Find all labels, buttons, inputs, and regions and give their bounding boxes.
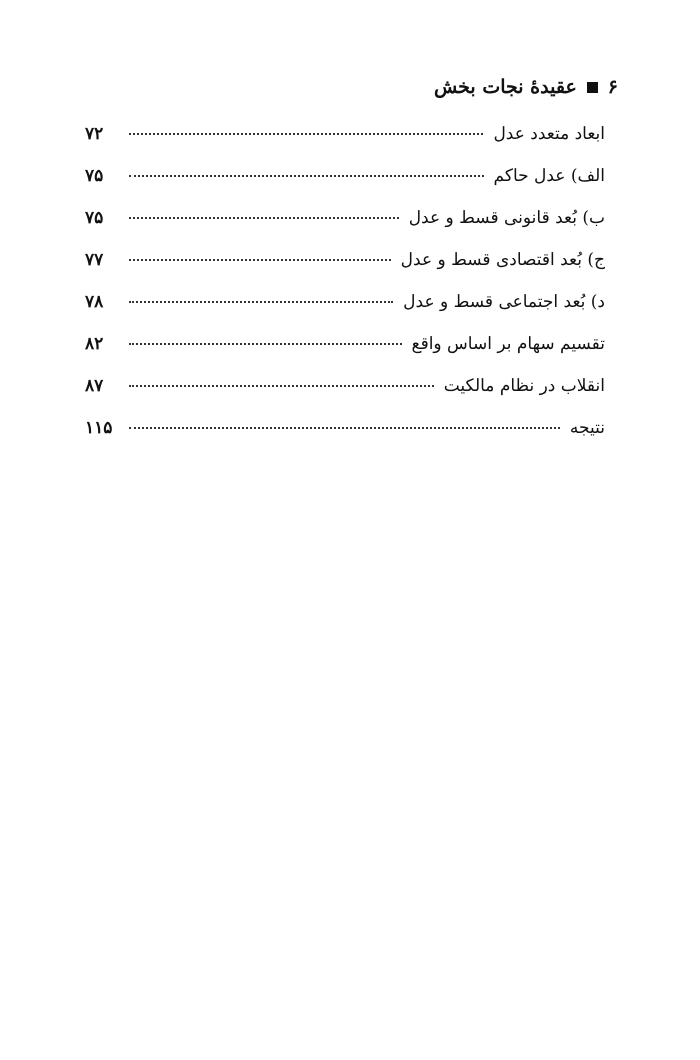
square-bullet-icon <box>587 82 598 93</box>
toc-entry <box>85 292 605 334</box>
page-number: ۶ <box>607 76 618 98</box>
toc-entry-page: ۷۲ <box>85 124 104 144</box>
toc-entry-page: ۷۷ <box>85 250 104 270</box>
dot-leader <box>129 301 393 303</box>
dot-leader <box>129 259 391 261</box>
dot-leader <box>129 175 484 177</box>
toc-entry-title: ب) بُعد قانونی قسط و عدل <box>408 208 605 228</box>
toc-entry <box>85 376 605 418</box>
toc-entry-page: ۷۸ <box>85 292 104 312</box>
toc-entry-page: ۸۷ <box>85 376 104 396</box>
toc-entry-page: ۱۱۵ <box>85 418 113 438</box>
dot-leader <box>129 427 560 429</box>
running-header <box>434 76 618 98</box>
dot-leader <box>129 133 483 135</box>
toc-entry <box>85 250 605 292</box>
toc-entry-title: د) بُعد اجتماعی قسط و عدل <box>403 292 605 312</box>
toc-entry-title: نتیجه <box>569 418 605 438</box>
dot-leader <box>129 217 399 219</box>
table-of-contents <box>85 124 605 460</box>
toc-entry-page: ۸۲ <box>85 334 104 354</box>
book-title: عقیدهٔ نجات بخش <box>433 76 577 98</box>
toc-entry <box>85 208 605 250</box>
toc-entry-title: ج) بُعد اقتصادی قسط و عدل <box>400 250 605 270</box>
toc-entry-page: ۷۵ <box>85 208 104 228</box>
toc-entry-title: تقسیم سهام بر اساس واقع <box>411 334 605 354</box>
toc-entry-page: ۷۵ <box>85 166 104 186</box>
dot-leader <box>129 343 402 345</box>
toc-entry-title: الف) عدل حاکم <box>493 166 605 186</box>
toc-entry <box>85 334 605 376</box>
toc-entry <box>85 418 605 460</box>
dot-leader <box>129 385 434 387</box>
toc-entry <box>85 166 605 208</box>
toc-entry-title: ابعاد متعدد عدل <box>493 124 605 144</box>
toc-entry <box>85 124 605 166</box>
toc-entry-title: انقلاب در نظام مالکیت <box>443 376 605 396</box>
